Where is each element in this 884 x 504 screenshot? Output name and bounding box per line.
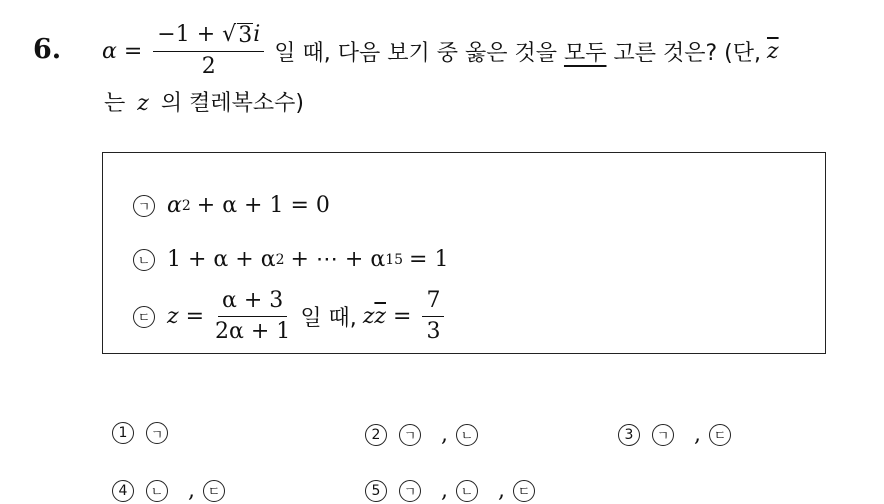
- item3-equals: =: [185, 304, 205, 330]
- choice-4[interactable]: [112, 478, 237, 503]
- choice-2[interactable]: [365, 422, 490, 447]
- choice-3[interactable]: [618, 422, 743, 447]
- choice-number-icon: 1: [112, 422, 134, 444]
- radicand: 3: [238, 23, 253, 49]
- choice-item-nieun-icon: ㄴ: [456, 424, 478, 446]
- item3-numerator-2: 7: [422, 289, 444, 317]
- item3-equals-2: =: [393, 304, 412, 330]
- bogi-box: [102, 152, 826, 354]
- item1-rest: + α + 1 = 0: [196, 193, 330, 218]
- fraction-numerator: [153, 23, 264, 51]
- underlined-word: 모두: [563, 40, 607, 66]
- item3-fraction: [215, 289, 290, 344]
- choice-item-digeut-icon: ㄷ: [203, 480, 225, 502]
- choice-item-giyeok-icon: ㄱ: [399, 480, 421, 502]
- equals-sign: =: [123, 38, 143, 64]
- alpha-symbol: α: [102, 38, 117, 64]
- choice-item-giyeok-icon: ㄱ: [399, 424, 421, 446]
- question-number: 6.: [33, 34, 62, 65]
- item3-z: z: [167, 304, 179, 330]
- comma: ,: [694, 422, 701, 447]
- choice-number-icon: 2: [365, 424, 387, 446]
- alpha-fraction: [153, 23, 264, 78]
- bogi-item-3: [133, 289, 448, 344]
- bogi-item-2: ㄴ 1 + α + α 2 + ⋯ + α 15 = 1: [133, 247, 448, 272]
- comma: ,: [441, 478, 448, 503]
- item3-denominator-2: 3: [426, 319, 441, 345]
- comma: ,: [441, 422, 448, 447]
- fraction-denominator: 2: [201, 53, 216, 79]
- numerator-constant: −1 +: [157, 22, 216, 48]
- imaginary-unit: i: [253, 22, 261, 48]
- item3-zz-bar: $\overline{z}$: [374, 304, 386, 330]
- choice-item-giyeok-icon: ㄱ: [146, 422, 168, 444]
- line2-prefix: 는: [104, 91, 126, 116]
- item3-fraction-2: [422, 289, 444, 344]
- radical-sign-icon: √: [222, 22, 237, 48]
- z-variable: z: [137, 91, 149, 116]
- item2-start: 1 + α + α: [167, 247, 276, 272]
- choice-item-nieun-icon: ㄴ: [456, 480, 478, 502]
- item3-text: 일 때,: [300, 306, 357, 332]
- choice-5[interactable]: [365, 478, 547, 503]
- bogi-item-1: ㄱ α 2 + α + 1 = 0: [133, 193, 330, 218]
- z-conjugate: $\overline{z}$: [766, 38, 779, 64]
- question-text-end: 고른 것은? (단,: [613, 40, 761, 66]
- question-line-1: [102, 20, 779, 82]
- sqrt-expression: [222, 23, 253, 47]
- choice-number-icon: 3: [618, 424, 640, 446]
- comma: ,: [498, 478, 505, 503]
- choice-item-digeut-icon: ㄷ: [709, 424, 731, 446]
- question-line-2: [104, 86, 304, 117]
- item3-denominator: 2α + 1: [215, 319, 291, 345]
- item1-alpha: α: [167, 193, 182, 218]
- choice-number-icon: 4: [112, 480, 134, 502]
- marker-giyeok-icon: ㄱ: [133, 195, 155, 217]
- item2-middle: + ⋯ + α: [290, 247, 386, 272]
- marker-digeut-icon: ㄷ: [133, 306, 155, 328]
- choice-item-nieun-icon: ㄴ: [146, 480, 168, 502]
- choice-number-icon: 5: [365, 480, 387, 502]
- choice-1[interactable]: [112, 422, 180, 444]
- item3-numerator: α + 3: [218, 289, 287, 317]
- marker-nieun-icon: ㄴ: [133, 249, 155, 271]
- item3-zz-z: z: [362, 304, 375, 330]
- line2-suffix: 의 켤레복소수): [160, 91, 304, 116]
- choice-item-giyeok-icon: ㄱ: [652, 424, 674, 446]
- question-text: 일 때, 다음 보기 중 옳은 것을: [274, 40, 557, 66]
- comma: ,: [188, 478, 195, 503]
- item2-end: = 1: [409, 247, 449, 272]
- choice-item-digeut-icon: ㄷ: [513, 480, 535, 502]
